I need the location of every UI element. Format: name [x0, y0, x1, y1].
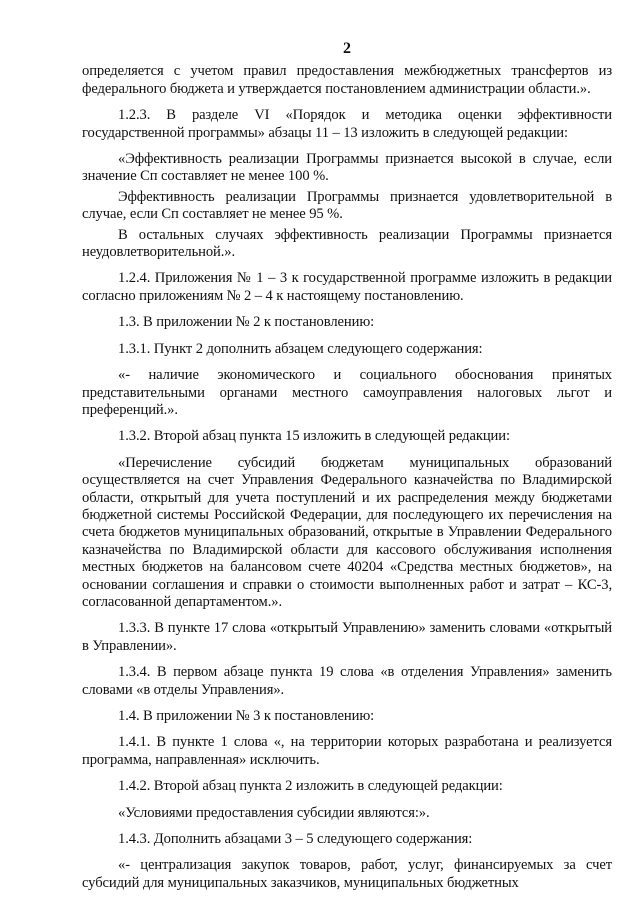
paragraph-quote-subsidies: «Перечисление субсидий бюджетам муниципальных образований осуществляется на счет Управления Федерального казначейства по Владимирской области, открытый для учета поступлений и их распределения между бюджетами бюджетной системы Российской Федерации, для последующего их перечисления на счета бюджетов муниципальных образований, открытые в Управлении Федерального казначейства по Владимирской области для кассового обслуживания исполнения местных бюджетов на балансовом счете 40204 «Средства местных бюджетов», на основании соглашения и справки о стоимости выполненных работ и затрат – КС-3, согласованной департаментом.». — [82, 454, 612, 610]
paragraph-quote-high: «Эффективность реализации Программы признается высокой в случае, если значение Сп составляет не менее 100 %. — [82, 151, 612, 185]
paragraph-1-2-3: 1.2.3. В разделе VI «Порядок и методика оценки эффективности государственной программы» абзацы 11 – 13 изложить в следующей редакции: — [82, 107, 612, 141]
paragraph-1-2-4: 1.2.4. Приложения № 1 – 3 к государственной программе изложить в редакции согласно приложениям № 2 – 4 к настоящему постановлению. — [82, 270, 612, 304]
paragraph-intro: определяется с учетом правил предоставления межбюджетных трансфертов из федерального бюджета и утверждается постановлением администрации области.». — [82, 63, 612, 97]
paragraph-1-3-2: 1.3.2. Второй абзац пункта 15 изложить в следующей редакции: — [118, 428, 510, 445]
paragraph-1-4-3: 1.4.3. Дополнить абзацами 3 – 5 следующего содержания: — [118, 831, 473, 848]
paragraph-1-3-4: 1.3.4. В первом абзаце пункта 19 слова «в отделения Управления» заменить словами «в отделы Управления». — [82, 664, 612, 698]
paragraph-quote-centralization: «- централизация закупок товаров, работ, услуг, финансируемых за счет субсидий для муниципальных заказчиков, муниципальных бюджетных — [82, 857, 612, 891]
paragraph-quote-conditions: «Условиями предоставления субсидии являются:». — [118, 804, 430, 821]
paragraph-1-4: 1.4. В приложении № 3 к постановлению: — [118, 708, 375, 724]
paragraph-1-4-2: 1.4.2. Второй абзац пункта 2 изложить в следующей редакции: — [118, 778, 503, 795]
paragraph-quote-other: В остальных случаях эффективность реализации Программы признается неудовлетворительной.». — [82, 226, 612, 261]
paragraph-1-3-1: 1.3.1. Пункт 2 дополнить абзацем следующего содержания: — [118, 340, 483, 357]
paragraph-quote-justification: «- наличие экономического и социального обоснования принятых представительными органами местного самоуправления налоговых льгот и преференций.». — [82, 367, 612, 418]
page-number: 2 — [343, 40, 351, 57]
paragraph-1-3-3: 1.3.3. В пункте 17 слова «открытый Управлению» заменить словами «открытый в Управлении». — [82, 620, 612, 654]
paragraph-1-3: 1.3. В приложении № 2 к постановлению: — [118, 314, 375, 331]
document-page — [82, 40, 612, 901]
paragraph-1-4-1: 1.4.1. В пункте 1 слова «, на территории которых разработана и реализуется программа, направленная» исключить. — [82, 734, 612, 768]
paragraph-quote-satisfactory: Эффективность реализации Программы признается удовлетворительной в случае, если Сп составляет не менее 95 %. — [82, 188, 612, 223]
